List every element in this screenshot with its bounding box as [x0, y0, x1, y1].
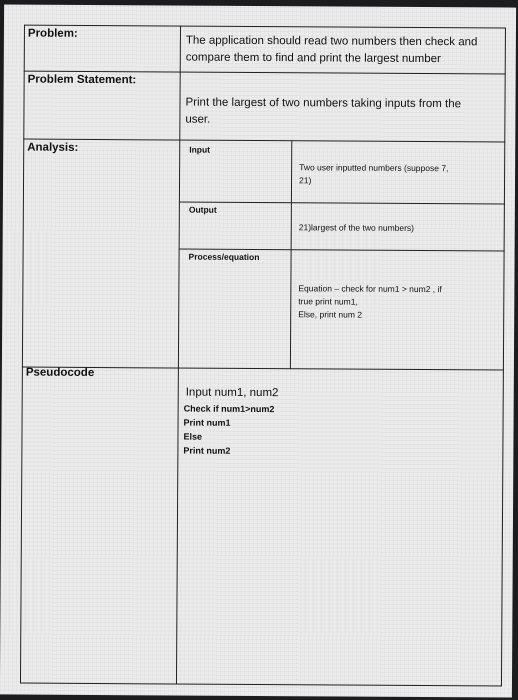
pseudocode-label: Pseudocode: [25, 366, 95, 380]
analysis-inner-divider: [290, 140, 293, 369]
table-border-bottom: [20, 683, 502, 687]
analysis-divider-input: [179, 202, 505, 205]
pseudocode-line: Print num2: [183, 445, 231, 456]
table-border-top: [24, 25, 506, 29]
analysis-output-value: 21)largest of the two numbers): [298, 222, 415, 233]
analysis-label: Analysis:: [27, 141, 79, 154]
pseudocode-first-line: Input num1, num2: [185, 386, 279, 400]
table-border-left: [20, 25, 25, 684]
problem-statement-text: Print the largest of two numbers taking inputs from the user.: [185, 96, 462, 126]
pseudocode-line: Print num1: [183, 417, 231, 428]
problem-text: The application should read two numbers then check and compare them to find and print the largest number: [185, 34, 478, 66]
table-border-right: [501, 28, 506, 687]
analysis-output-label: Output: [188, 204, 217, 215]
analysis-process-value: Equation – check for num1 > num2 , if true print num1, Else, print num 2: [298, 283, 442, 320]
problem-label: Problem:: [27, 27, 78, 40]
analysis-input-value: Two user inputted numbers (suppose 7, 21): [299, 162, 449, 186]
column-divider: [176, 26, 181, 685]
analysis-input-label: Input: [189, 144, 211, 155]
analysis-process-label: Process/equation: [188, 251, 260, 263]
row-divider-statement: [23, 139, 505, 143]
worksheet-paper: [0, 4, 516, 697]
pseudocode-line: Else: [183, 431, 203, 442]
pseudocode-line: Check if num1>num2: [183, 403, 275, 415]
problem-statement-label: Problem Statement:: [27, 73, 137, 87]
